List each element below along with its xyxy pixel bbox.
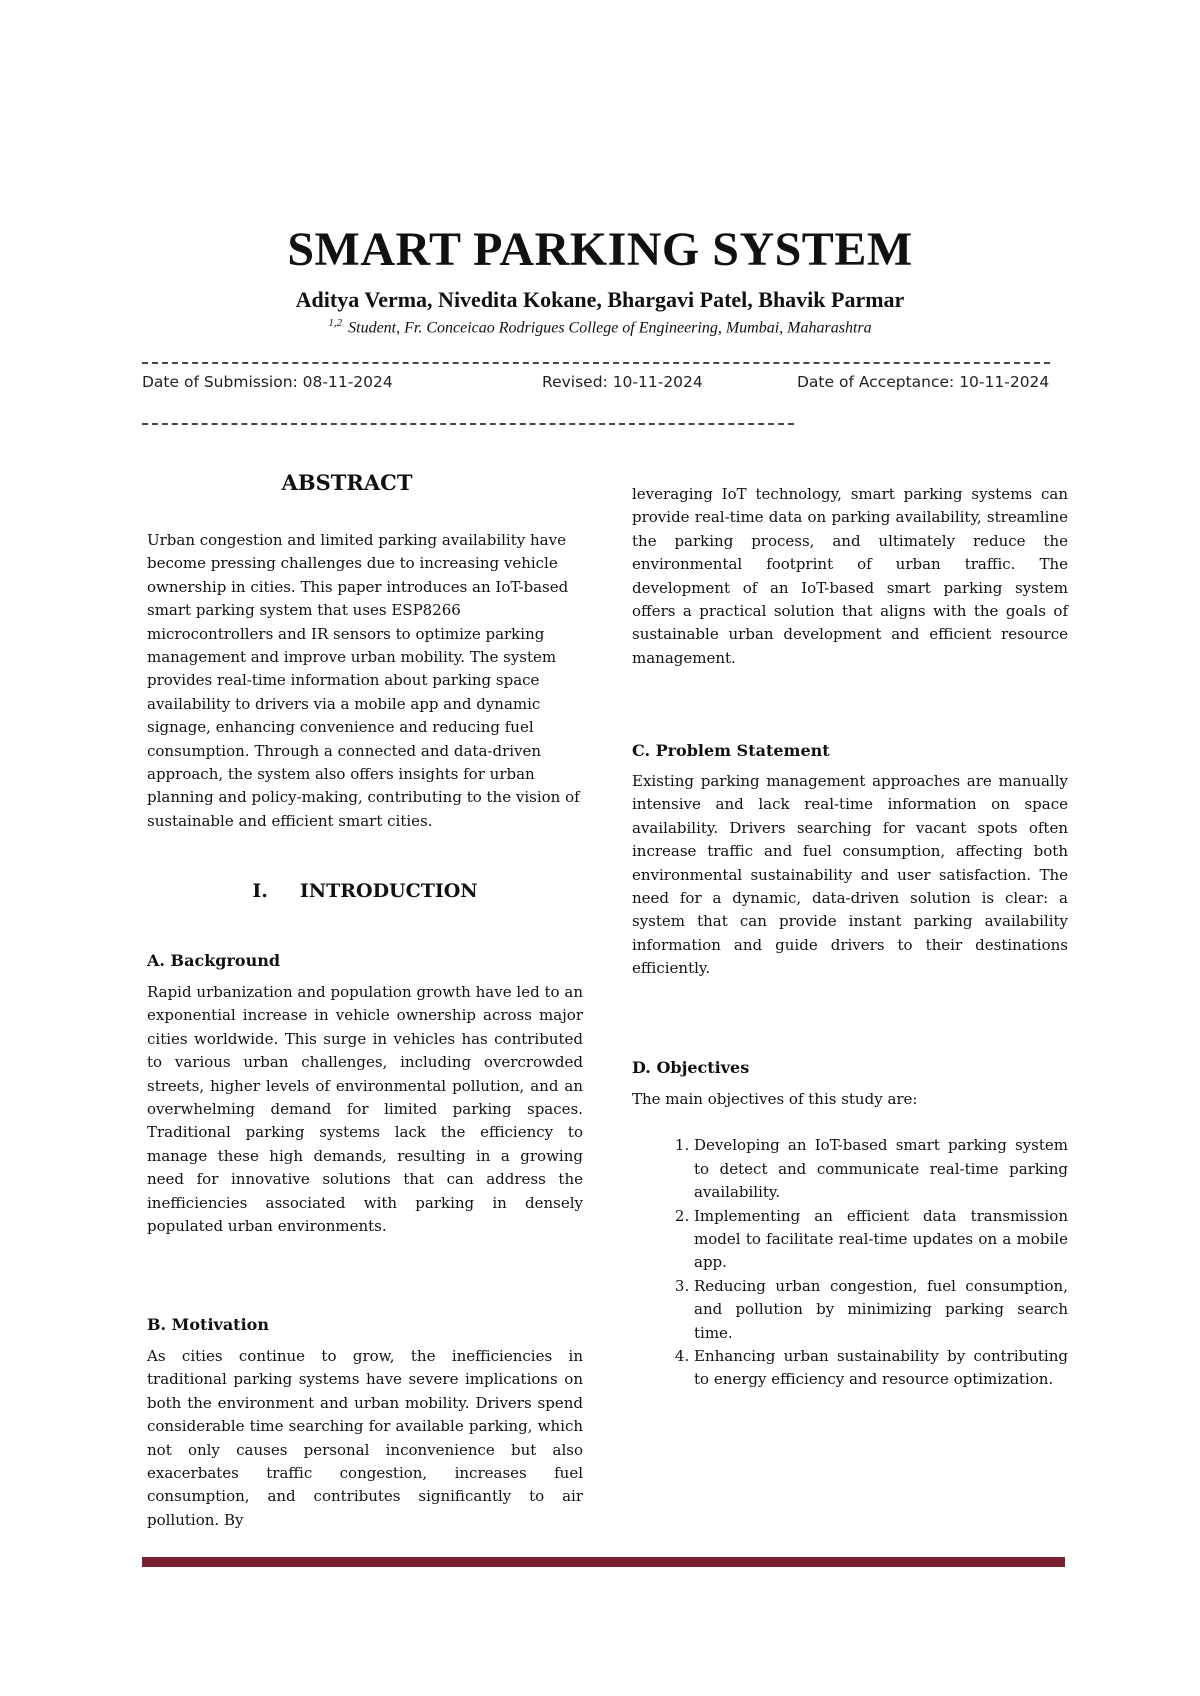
motivation-body [147,1345,583,1532]
motivation-continued [632,483,1068,670]
paper-title: SMART PARKING SYSTEM [287,223,913,276]
acceptance-date: Date of Acceptance: 10-11-2024 [797,373,1050,391]
abstract-body [147,529,583,833]
section-introduction [147,880,583,902]
problem-body [632,770,1068,981]
objective-item: 3. Reducing urban congestion, fuel consumption, and pollution by minimizing parking search time. [694,1275,1068,1345]
objectives-body [632,1088,1068,1392]
background-body [147,981,583,1238]
footer-bar [142,1557,1065,1567]
objectives-intro: The main objectives of this study are: [632,1090,918,1108]
motivation-heading: B. Motivation [147,1315,269,1334]
revised-date: Revised: 10-11-2024 [542,373,703,391]
affiliation [0,317,1200,337]
objectives-list [632,1134,1068,1391]
submission-date: Date of Submission: 08-11-2024 [142,373,393,391]
motivation-continuation-text: leveraging IoT technology, smart parking systems can provide real-time data on parking availability, streamline the parking process, and ultimately reduce the environmental footprint of urban traffic. The development of an IoT-based smart parking system offers a practical solution that aligns with the goals of sustainable urban development and efficient resource management. [632,485,1068,667]
section-heading: INTRODUCTION [299,880,478,902]
objective-item: 4. Enhancing urban sustainability by contributing to energy efficiency and resource optimization. [694,1345,1068,1392]
background-text: Rapid urbanization and population growth have led to an exponential increase in vehicle ownership across major cities worldwide. This surge in vehicles has contributed to various urban challenges, including overcrowded streets, higher levels of environmental pollution, and an overwhelming demand for limited parking spaces. Traditional parking systems lack the efficiency to manage these high demands, resulting in a growing need for innovative solutions that can address the inefficiencies associated with parking in densely populated urban environments. [147,983,583,1236]
objective-item: 1. Developing an IoT-based smart parking system to detect and communicate real-time parking availability. [694,1134,1068,1204]
abstract-text: Urban congestion and limited parking availability have become pressing challenges due to increasing vehicle ownership in cities. This paper introduces an IoT-based smart parking system that uses ESP8266 microcontrollers and IR sensors to optimize parking management and improve urban mobility. The system provides real-time information about parking space availability to drivers via a mobile app and dynamic signage, enhancing convenience and reducing fuel consumption. Through a connected and data-driven approach, the system also offers insights for urban planning and policy-making, contributing to the vision of sustainable and efficient smart cities. [147,531,580,830]
abstract-heading: ABSTRACT [281,470,413,495]
objectives-heading: D. Objectives [632,1058,750,1077]
affiliation-text: Student, Fr. Conceicao Rodrigues College of Engineering, Mumbai, Maharashtra [348,319,872,337]
background-heading: A. Background [147,951,281,970]
problem-text: Existing parking management approaches are manually intensive and lack real-time information on space availability. Drivers searching for vacant spots often increase traffic and fuel consumption, affecting both environmental sustainability and user satisfaction. The need for a dynamic, data-driven solution is clear: a system that can provide instant parking availability information and guide drivers to their destinations efficiently. [632,772,1068,978]
affiliation-superscript: 1,2 [328,317,343,329]
problem-heading: C. Problem Statement [632,741,830,760]
section-number: I. [252,880,268,902]
divider-top [142,362,1050,364]
divider-bottom [142,423,794,425]
motivation-text: As cities continue to grow, the inefficiencies in traditional parking systems have severe implications on both the environment and urban mobility. Drivers spend considerable time searching for available parking, which not only causes personal inconvenience but also exacerbates traffic congestion, increases fuel consumption, and contributes significantly to air pollution. By [147,1347,583,1529]
objective-item: 2. Implementing an efficient data transmission model to facilitate real-time updates on a mobile app. [694,1205,1068,1275]
author-list: Aditya Verma, Nivedita Kokane, Bhargavi Patel, Bhavik Parmar [295,287,905,312]
